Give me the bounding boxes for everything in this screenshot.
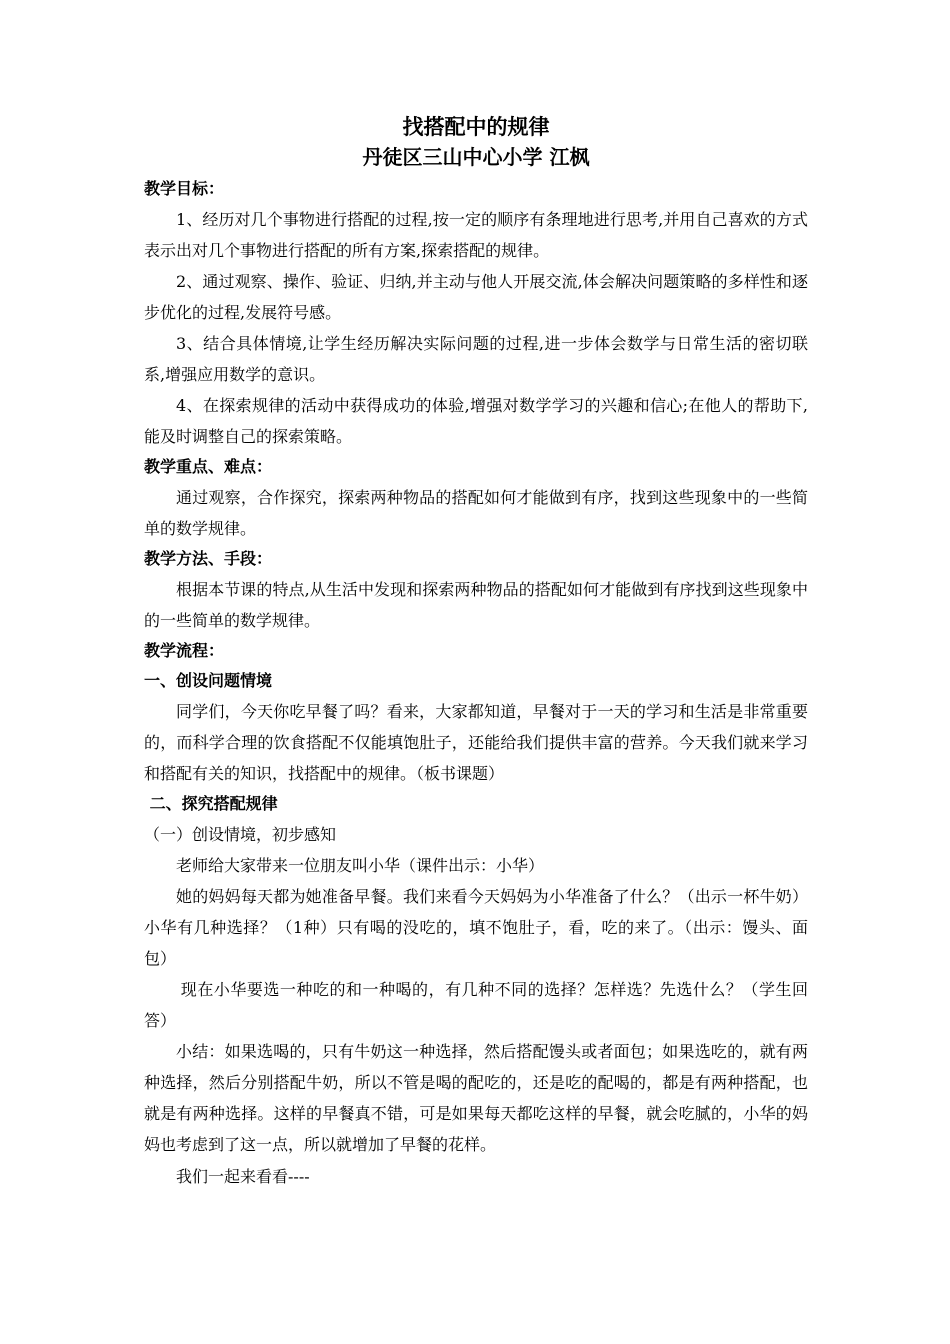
goals-heading: 教学目标： [144, 179, 225, 198]
section1-text: 同学们，今天你吃早餐了吗？看来，大家都知道，早餐对于一天的学习和生活是非常重要的，而科学合理的饮食搭配不仅能填饱肚子，还能给我们提供丰富的营养。今天我们就来学习和搭配有关的知识，找搭配中的规律。（板书课题） [144, 702, 808, 783]
goal-item: 3、结合具体情境,让学生经历解决实际问题的过程,进一步体会数学与日常生活的密切联系,增强应用数学的意识。 [144, 334, 808, 384]
goal-item: 4、在探索规律的活动中获得成功的体验,增强对数学学习的兴趣和信心;在他人的帮助下,能及时调整自己的探索策略。 [144, 396, 808, 446]
section2-paragraph: 她的妈妈每天都为她准备早餐。我们来看今天妈妈为小华准备了什么？（出示一杯牛奶）小华有几种选择？（1种）只有喝的没吃的，填不饱肚子，看，吃的来了。（出示：馒头、面包） [144, 887, 808, 968]
section2-heading: 二、探究搭配规律 [144, 794, 278, 813]
document-title: 找搭配中的规律 [402, 114, 550, 139]
section2-paragraph: 老师给大家带来一位朋友叫小华（课件出示：小华） [176, 856, 545, 875]
section1-heading: 一、创设问题情境 [144, 671, 273, 690]
section2-paragraph: 我们一起来看看---- [176, 1167, 310, 1186]
methods-text: 根据本节课的特点,从生活中发现和探索两种物品的搭配如何才能做到有序找到这些现象中的一些简单的数学规律。 [144, 580, 808, 630]
goal-item: 1、经历对几个事物进行搭配的过程,按一定的顺序有条理地进行思考,并用自己喜欢的方式表示出对几个事物进行搭配的所有方案,探索搭配的规律。 [144, 210, 808, 260]
key-points-text: 通过观察，合作探究，探索两种物品的搭配如何才能做到有序，找到这些现象中的一些简单的数学规律。 [144, 488, 808, 538]
subsection1-heading: （一）创设情境，初步感知 [144, 825, 337, 844]
process-heading: 教学流程： [144, 641, 225, 660]
methods-heading: 教学方法、手段： [144, 549, 273, 568]
section2-paragraph: 小结：如果选喝的，只有牛奶这一种选择，然后搭配馒头或者面包；如果选吃的，就有两种选择，然后分别搭配牛奶，所以不管是喝的配吃的，还是吃的配喝的，都是有两种搭配，也就是有两种选择。这样的早餐真不错，可是如果每天都吃这样的早餐，就会吃腻的，小华的妈妈也考虑到了这一点，所以就增加了早餐的花样。 [144, 1042, 808, 1154]
key-points-heading: 教学重点、难点： [144, 457, 273, 476]
section2-paragraph: 现在小华要选一种吃的和一种喝的，有几种不同的选择？怎样选？先选什么？（学生回答） [144, 980, 808, 1030]
goal-item: 2、通过观察、操作、验证、归纳,并主动与他人开展交流,体会解决问题策略的多样性和逐步优化的过程,发展符号感。 [144, 272, 808, 322]
document-page [144, 112, 808, 1192]
document-author: 丹徒区三山中心小学 江枫 [362, 145, 590, 169]
